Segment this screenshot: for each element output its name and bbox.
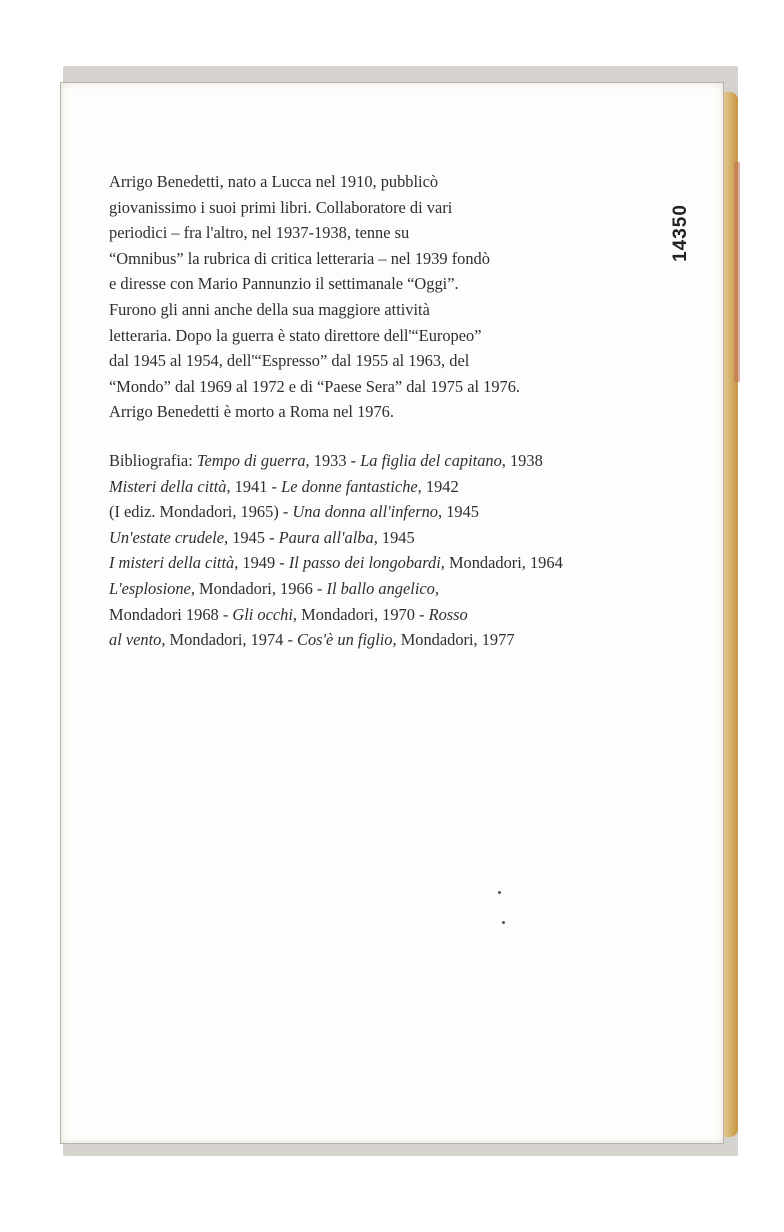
spine-red-accent <box>734 162 740 382</box>
book-detail: , Mondadori, 1964 <box>440 553 563 573</box>
bibliography-line <box>109 550 689 576</box>
book-detail: (I ediz. Mondadori, 1965) - <box>109 502 293 522</box>
bio-line: e diresse con Mario Pannunzio il settimanale “Oggi”. <box>109 274 459 294</box>
book-detail: , 1941 - <box>226 476 282 496</box>
bibliography-line <box>109 474 689 500</box>
book-title: I misteri della città <box>109 553 235 573</box>
bio-line: giovanissimo i suoi primi libri. Collaboratore di vari <box>109 197 453 217</box>
book-detail: , Mondadori, 1977 <box>392 630 515 650</box>
print-speck <box>502 921 505 924</box>
bio-line: letteraria. Dopo la guerra è stato direttore dell'“Europeo” <box>109 325 482 345</box>
book-title: Il passo dei longobardi <box>288 553 441 573</box>
book-title: Il ballo angelico <box>326 578 435 598</box>
bibliography-line <box>109 576 689 602</box>
book-detail: , Mondadori, 1974 - <box>161 630 298 650</box>
bio-line: Arrigo Benedetti, nato a Lucca nel 1910, pubblicò <box>109 172 439 191</box>
book-title: al vento <box>109 630 162 650</box>
book-detail: , 1933 - <box>305 451 361 470</box>
book-detail: , 1945 <box>438 502 479 522</box>
bibliography-line <box>109 627 689 653</box>
bibliography-line <box>109 525 689 551</box>
book-title: Paura all'alba <box>278 527 374 547</box>
catalog-number: 14350 <box>670 204 691 262</box>
bio-line: Arrigo Benedetti è morto a Roma nel 1976. <box>109 402 394 422</box>
bio-line: Furono gli anni anche della sua maggiore attività <box>109 299 430 319</box>
book-detail: , 1938 <box>501 451 543 470</box>
book-title: Misteri della città <box>109 476 227 496</box>
bibliography-label: Bibliografia: <box>109 451 197 470</box>
print-speck <box>498 891 501 894</box>
author-biography <box>109 169 669 425</box>
bibliography-line <box>109 448 689 474</box>
book-detail: , 1949 - <box>234 553 289 573</box>
bio-line: periodici – fra l'altro, nel 1937-1938, tenne su <box>109 223 410 243</box>
book-title: Cos'è un figlio <box>297 630 393 650</box>
book-title: Rosso <box>428 604 468 624</box>
book-detail: Mondadori 1968 - <box>109 604 233 624</box>
book-title: Un'estate crudele <box>109 527 225 547</box>
bibliography-line <box>109 499 689 525</box>
book-detail: , <box>434 578 439 598</box>
bio-line: “Mondo” dal 1969 al 1972 e di “Paese Sera” dal 1975 al 1976. <box>109 376 521 396</box>
book-title: L'esplosione <box>109 578 191 598</box>
book-back-cover-photo <box>60 72 743 1157</box>
book-title: La figlia del capitano <box>360 451 502 470</box>
book-title: Gli occhi <box>232 604 293 624</box>
book-title: Tempo di guerra <box>196 451 306 470</box>
book-detail: , Mondadori, 1970 - <box>292 604 429 624</box>
book-title: Le donne fantastiche <box>281 476 418 496</box>
bio-line: dal 1945 al 1954, dell'“Espresso” dal 1955 al 1963, del <box>109 351 470 371</box>
book-detail: , Mondadori, 1966 - <box>190 578 327 598</box>
book-detail: , 1942 <box>417 476 459 496</box>
bibliography <box>109 448 689 653</box>
book-title: Una donna all'inferno <box>292 502 438 522</box>
back-cover <box>60 82 724 1144</box>
bibliography-line <box>109 602 689 628</box>
book-detail: , 1945 <box>373 527 415 547</box>
book-detail: , 1945 - <box>224 527 279 547</box>
bio-line: “Omnibus” la rubrica di critica letteraria – nel 1939 fondò <box>109 248 490 268</box>
